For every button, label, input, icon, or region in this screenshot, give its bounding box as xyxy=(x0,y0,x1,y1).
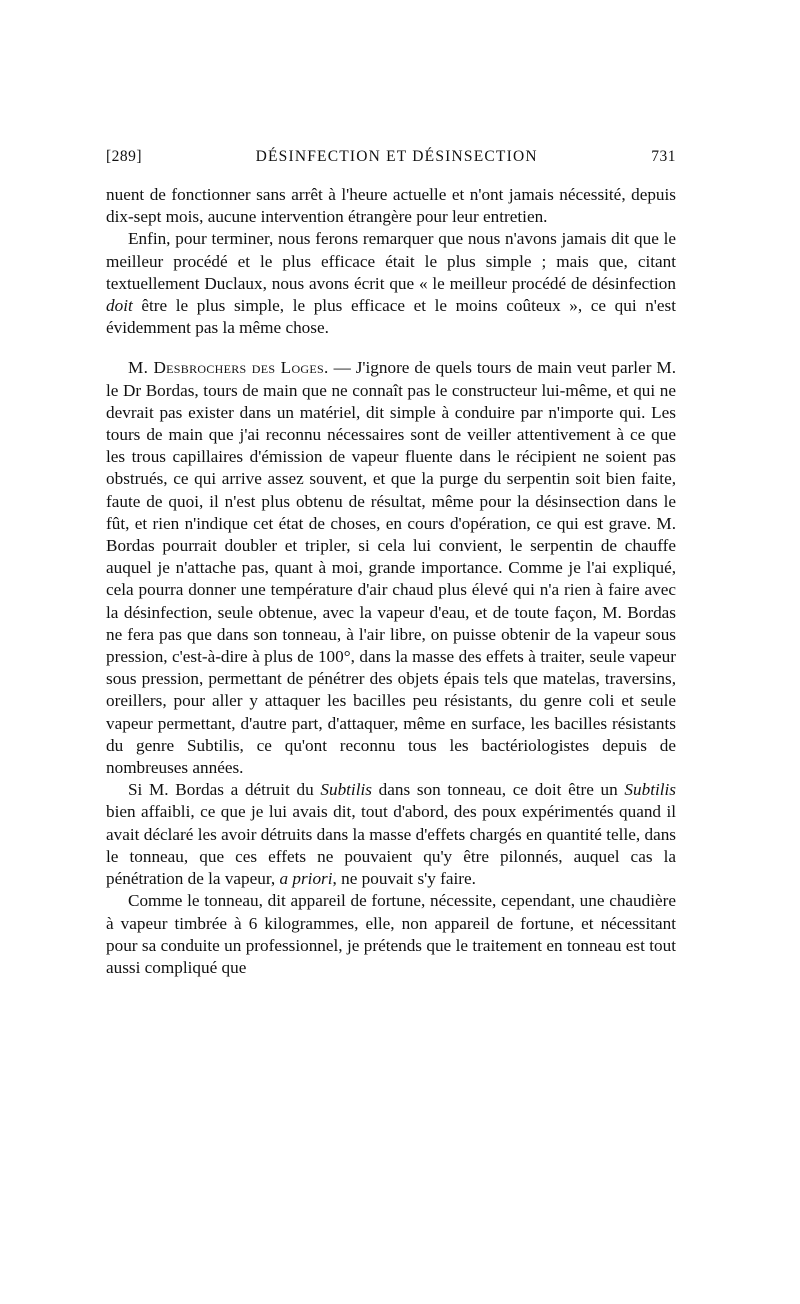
italic-text: doit xyxy=(106,296,133,316)
paragraph-subtilis xyxy=(106,779,676,890)
paragraph-text: dans son tonneau, ce doit être un xyxy=(371,780,625,800)
running-header xyxy=(106,148,676,176)
paragraph-desbrochers xyxy=(106,357,676,779)
italic-text: a priori xyxy=(279,869,333,889)
paragraph-text: Comme le tonneau, dit appareil de fortune, nécessite, cependant, une chaudière à vapeur timbrée à 6 kilogrammes, elle, non appareil de fortune, et nécessitant pour sa conduite un professionnel, je prétends que le traitement en tonneau est tout aussi compliqué que xyxy=(106,891,676,977)
italic-text: Subtilis xyxy=(624,780,676,800)
paragraph-text: , ne pouvait s'y faire. xyxy=(332,869,476,889)
page xyxy=(106,148,676,979)
paragraph-text: Si M. Bordas a détruit du xyxy=(128,780,321,800)
paragraph-text: bien affaibli, ce que je lui avais dit, tout d'abord, des poux expérimentés quand il avait déclaré les avoir détruits dans la masse d'effets chargés en quantité telle, dans le tonneau, que ces effets ne pouvaient qu'y être pilonnés, auquel cas la pénétration de la vapeur, xyxy=(106,802,676,889)
body-text xyxy=(106,184,676,979)
italic-text: Subtilis xyxy=(320,780,372,800)
speaker-name: M. Desbrochers des Loges. xyxy=(128,358,329,378)
paragraph-text: être le plus simple, le plus efficace et le moins coûteux », ce qui n'est évidemment pas la même chose. xyxy=(106,296,676,338)
paragraph-text: nuent de fonctionner sans arrêt à l'heure actuelle et n'ont jamais nécessité, depuis dix-sept mois, aucune intervention étrangère pour leur entretien. xyxy=(106,185,676,227)
paragraph-enfin xyxy=(106,228,676,339)
paragraph-tonneau xyxy=(106,890,676,979)
page-reference: [289] xyxy=(106,148,143,165)
paragraph-text: Enfin, pour terminer, nous ferons remarquer que nous n'avons jamais dit que le meilleur procédé et le plus efficace était le plus simple ; mais que, citant textuellement Duclaux, nous avons écrit que « le meilleur procédé de désinfection xyxy=(106,229,676,293)
running-title: DÉSINFECTION ET DÉSINSECTION xyxy=(255,148,538,165)
paragraph-continuation xyxy=(106,184,676,228)
page-number: 731 xyxy=(651,148,676,165)
paragraph-text: — J'ignore de quels tours de main veut parler M. le Dr Bordas, tours de main que ne connaît pas le constructeur lui-même, et qui ne devrait pas exister dans un matériel, dit simple à conduire par n'importe qui. Les tours de main que j'ai reconnu nécessaires sont de veiller attentivement à ce que les trous capillaires d'émission de vapeur fluente dans le récipient ne soient pas obstrués, ce qui arrive assez souvent, et que la purge du serpentin soit bien faite, faute de quoi, il n'est plus obtenu de résultat, même pour la désinsection dans le fût, et rien n'indique cet état de choses, en cours d'opération, ce qui est grave. M. Bordas pourrait doubler et tripler, si cela lui convient, le serpentin de chauffe auquel je n'attache pas, quant à moi, grande importance. Comme je l'ai expliqué, cela pourra donner une température d'air chaud plus élevé qui n'a rien à faire avec la désinfection, seule obtenue, avec la vapeur d'eau, et de toute façon, M. Bordas ne fera pas que dans son tonneau, à l'air libre, on puisse obtenir de la vapeur sous pression, c'est-à-dire à plus de 100°, dans la masse des effets à traiter, seule vapeur sous pression, permettant de pénétrer des objets épais tels que matelas, traversins, oreillers, pour aller y attaquer les bacilles peu résistants, du genre coli et seule vapeur permettant, d'autre part, d'attaquer, même en surface, les bacilles résistants du genre Subtilis, ce qu'ont reconnu tous les bactériologistes depuis de nombreuses années. xyxy=(106,358,676,778)
